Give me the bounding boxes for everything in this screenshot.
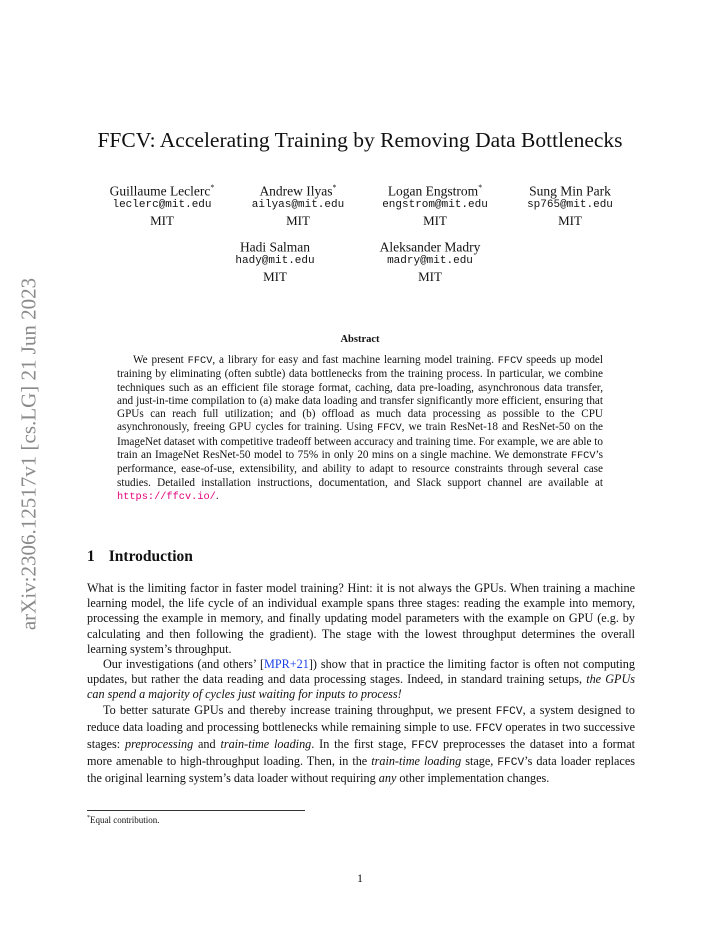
author-name: Logan Engstrom* — [387, 183, 483, 199]
introduction-body — [87, 581, 635, 787]
paper-title: FFCV: Accelerating Training by Removing Data Bottlenecks — [97, 128, 623, 152]
author-block — [228, 180, 368, 228]
ffcv-website-link[interactable]: https://ffcv.io/ — [117, 490, 216, 503]
author-block — [205, 236, 345, 284]
author-block — [92, 180, 232, 228]
code-span: FFCV — [411, 740, 439, 753]
citation-link[interactable]: MPR+21 — [264, 657, 309, 672]
page-number: 1 — [357, 871, 363, 885]
footnote: *Equal contribution. — [87, 815, 160, 825]
author-name: Aleksander Madry — [379, 239, 481, 255]
author-email: madry@mit.edu — [387, 255, 473, 268]
author-block — [503, 180, 637, 228]
paragraph: To better saturate GPUs and thereby increase training throughput, we present FFCV, a system designed to reduce data loading and processing bottlenecks while remaining simple to use. FFCV operates in two successive stages: preprocessing and train-time loading. In the first stage, FFCV preprocesses the dataset into a format more amenable to high-throughput loading. Then, in the train-time loading stage, FFCV’s data loader replaces the original learning system’s data loader without requiring any other implementation changes. — [87, 702, 635, 786]
author-name: Sung Min Park — [529, 183, 611, 199]
code-span: FFCV — [187, 355, 213, 367]
code-span: FFCV — [475, 722, 503, 735]
author-block — [355, 236, 505, 284]
author-affiliation: MIT — [423, 213, 447, 229]
code-span: FFCV — [495, 705, 523, 718]
author-affiliation: MIT — [418, 269, 442, 285]
code-span: FFCV — [497, 355, 523, 367]
author-email: sp765@mit.edu — [527, 199, 613, 212]
author-name: Hadi Salman — [239, 239, 311, 255]
author-block — [365, 180, 505, 228]
author-name: Andrew Ilyas* — [259, 183, 337, 199]
code-span: FFCV — [376, 422, 402, 435]
author-email: ailyas@mit.edu — [251, 199, 345, 212]
paragraph: What is the limiting factor in faster model training? Hint: it is not always the GPUs. When training a machine learning model, the life cycle of an individual example spans three stages: reading the example into memory, processing the example in memory, and finally updating model parameters with the example on GPU (e.g. by calculating and then following the gradient). The stage with the lowest throughput determines the overall learning system’s throughput. — [87, 581, 635, 656]
author-affiliation: MIT — [286, 213, 310, 229]
arxiv-id-text: arXiv:2306.12517v1 [cs.LG] 21 Jun 2023 — [16, 277, 40, 631]
author-affiliation: MIT — [558, 213, 582, 229]
arxiv-sidebar-stamp — [6, 250, 51, 658]
footnote-divider — [87, 810, 305, 811]
author-affiliation: MIT — [150, 213, 174, 229]
section-number: 1 — [87, 548, 95, 565]
author-email: leclerc@mit.edu — [112, 199, 212, 212]
author-email: engstrom@mit.edu — [382, 199, 488, 212]
abstract-body: We present FFCV, a library for easy and fast machine learning model training. FFCV speeds up model training by eliminating (often subtle) data bottlenecks from the training process. In particular, we combine techniques such as an efficient file storage format, caching, data pre-loading, asynchronous data transfer, and just-in-time compilation to (a) make data loading and transfer significantly more efficient, ensuring that GPUs can reach full utilization; and (b) offload as much data processing as possible to the CPU asynchronously, freeing GPU cycles for training. Using FFCV, we train ResNet-18 and ResNet-50 on the ImageNet dataset with competitive tradeoff between accuracy and training time. For example, we are able to train an ImageNet ResNet-50 model to 75% in only 20 mins on a single machine. We demonstrate FFCV’s performance, ease-of-use, extensibility, and ability to adapt to resource constraints through several case studies. Detailed installation instructions, documentation, and Slack support channel are available at https://ffcv.io/. — [117, 354, 604, 503]
code-span: FFCV — [497, 757, 525, 770]
author-name: Guillaume Leclerc* — [109, 183, 215, 199]
author-email: hady@mit.edu — [235, 255, 315, 268]
abstract-heading: Abstract — [340, 334, 380, 345]
section-title: Introduction — [108, 548, 193, 565]
paragraph: Our investigations (and others’ [MPR+21]) show that in practice the limiting factor is often not computing updates, but rather the data reading and data processing stages. Indeed, in standard training setups, the GPUs can spend a majority of cycles just waiting for inputs to process! — [87, 657, 635, 702]
section-heading — [87, 548, 193, 566]
code-span: FFCV — [570, 450, 596, 463]
author-affiliation: MIT — [263, 269, 287, 285]
